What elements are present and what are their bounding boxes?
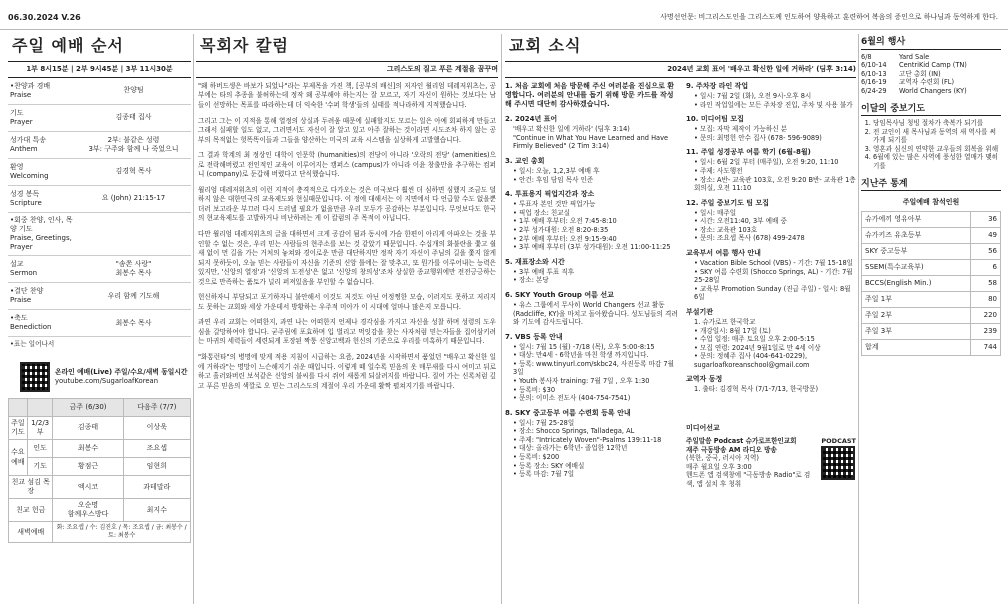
news-heading: 교육부서 여름 행사 안내 <box>686 249 761 258</box>
news-item: • 문의: 정혜주 집사 (404-641-0229), sugarloafkoreanschool@gmail.com <box>694 352 856 369</box>
duty-header-cell: 다음주 (7/7) <box>123 398 190 416</box>
news-heading: 11. 주일 성경공부 여름 학기 (6월-8월) <box>686 148 811 157</box>
stat-value: 36 <box>970 211 1000 227</box>
column-paragraph: 그리고 그는 이 지적을 통해 열정의 상실과 두려움 때문에 실패할지도 모르는 일은 아예 회피하게 만들고 그래서 실패할 일도 없고, 그러면서도 자신이 잘 알고 있고 아주 잘하는 것이라면 시도조차 하지 않는 공부의 목적없는 헛똑똑이들과 그들을 양산하는 미국의 교육 시스템을 실상하게 고발했습니다. <box>198 116 496 144</box>
stat-value: 744 <box>970 339 1000 355</box>
worship-item-value: 2부: 불같은 성령 3부: 구주와 함께 나 죽었으니 <box>88 135 179 153</box>
worship-item-value: 김경혁 목사 <box>115 167 152 176</box>
news-item: • 장소: 본당 <box>513 276 680 285</box>
news-list <box>686 259 856 302</box>
news-item: • 일시: 7월 15 (월) -7/18 (목), 오후 5:00-8:15 <box>513 343 680 352</box>
online-title: 온라인 예배(Live) 주일/수요/새벽 동일시간 <box>55 368 188 376</box>
news-item: • Youth 봉사자 training: 7월 7일 , 오후 1:30 <box>513 377 680 386</box>
column-body <box>196 82 498 391</box>
worship-item-value: 최봉수 목사 <box>115 318 152 327</box>
duty-table <box>8 398 191 543</box>
news-heading: 부설기관 <box>686 307 714 316</box>
worship-item-value: 김종태 집사 <box>115 113 152 122</box>
prayer-item: 3. 영혼과 심신의 연약한 교우들의 회복을 위해 <box>873 145 1001 154</box>
stat-value: 239 <box>970 323 1000 339</box>
worship-item <box>8 186 191 213</box>
news-item: • 등록 마감: 7월 7일 <box>513 470 680 479</box>
news-item: • Vacation Bible School (VBS) - 기간: 7월 15-18일 <box>694 259 856 268</box>
news-item: • 문의: 조요셉 목사 (678) 499-2478 <box>694 234 856 243</box>
worship-item <box>8 256 191 283</box>
event-name: Yard Sale <box>899 52 930 61</box>
church-theme: 2024년 교회 표어 '배우고 확신한 일에 거하라' (딤후 3:14) <box>667 64 856 73</box>
news-item: • 3부 예배 투표 직후 <box>513 268 680 277</box>
duty-cell: 새벽예배 <box>9 522 53 543</box>
stat-row <box>862 259 1001 275</box>
event-date: 6/16-19 <box>861 78 887 87</box>
news-right <box>686 82 856 495</box>
stat-value: 58 <box>970 275 1000 291</box>
events-column <box>861 34 1001 356</box>
news-item: • 대상: 올라가는 6학년- 졸업한 12학년 <box>513 444 680 453</box>
news-heading: 6. SKY Youth Group 여름 선교 <box>505 290 614 299</box>
news-section <box>505 82 680 109</box>
news-item: • 장소: 교육관 103호 <box>694 226 856 235</box>
news-item: • 일시: 7월 2일 (화), 오전 9시-오후 8시 <box>694 92 856 101</box>
news-item: • 일시: 7월 25-28일 <box>513 419 680 428</box>
worship-item <box>8 132 191 159</box>
prayer-item: 2. 전 교인이 새 목사님과 동역의 새 역사를 써가게 되기를 <box>873 128 1001 145</box>
news-text: 1. 슈가로프 한국학교 <box>694 318 756 327</box>
duty-cell: 인도 <box>27 440 53 458</box>
event-row <box>861 61 1001 70</box>
news-section <box>686 375 856 394</box>
stat-row <box>862 291 1001 307</box>
worship-item-label: 성경 봉독 Scripture <box>10 189 42 207</box>
stat-row <box>862 339 1001 355</box>
stat-label: 슈가에끼 영유아부 <box>862 211 971 227</box>
worship-title: 주일 예배 순서 <box>12 36 124 55</box>
news-item[interactable]: • 등록: www.tinyurl.com/skbc24, 사진등록 마감 7월 3일 <box>513 360 680 377</box>
news-heading: 12. 주일 중보기도 팀 모집 <box>686 198 770 207</box>
event-name: 고단 총회 (IN) <box>899 69 941 78</box>
news-list <box>505 268 680 285</box>
news-item: • 문의: 이미소 전도사 (404-754-7541) <box>513 394 680 403</box>
duty-cell: 최지수 <box>123 499 190 522</box>
news-item: • 2부 예배 후부터: 오전 9:15-9:40 <box>513 235 680 244</box>
duty-cell: 엑시코 <box>53 476 123 499</box>
duty-header-row <box>9 398 191 416</box>
pastor-column <box>196 34 498 397</box>
stat-value: 80 <box>970 291 1000 307</box>
column-paragraph: 과연 우리 교회는 어떠한지, 과연 나는 어떠한지 언제나 경각심을 가지고 자신을 성찰 하며 성령의 도우심을 갈망하여야 합니다. 굳주림에 포효하며 입 벌리고 먹잇감을 찾는 사자처럼 믿는자들을 집어삼키려는 마귀의 세력들이 세련되게 포장된 짝퉁 신앙고백과 헌신의 기준으로 우리를 미혹하기 때문입니다. <box>198 318 496 346</box>
event-row <box>861 53 1001 62</box>
news-item: • 시간: 오전11:40, 3부 예배 중 <box>694 217 856 226</box>
news-heading: 7. VBS 등록 안내 <box>505 332 563 341</box>
stat-row <box>862 275 1001 291</box>
stat-value: 220 <box>970 307 1000 323</box>
column-paragraph: 윌리엄 데레저위츠의 이런 지적이 충격적으로 다가오는 것은 미국보다 훨씬 더 심하면 심했지 조금도 덜하지 않은 대한민국의 교육제도와 현실때문입니다. 이 정에 대해서는 이 지면에서 다 언급할 수도 없을뿐더러 보고라운 부끄러 다시 드러낼 필요가 없을만큼 우리 모두가 공감하는 부분입니다. 무엇보다도 한국의 현교육제도를 고발하거나 비난하려는 게 이 칼럼의 주 목적이 아닙니다. <box>198 185 496 223</box>
duty-cell: 화: 조요셉 / 수: 김진호 / 목: 조요셉 / 금: 최봉수 / 토: 최봉수 <box>53 522 191 543</box>
stat-label: SSEM(특수교육부) <box>862 259 971 275</box>
event-name: World Changers (KY) <box>899 86 967 95</box>
stat-row <box>862 243 1001 259</box>
worship-item-label: 환영 Welcoming <box>10 162 49 180</box>
column-paragraph: "왜 하버드생은 바보가 되었나"라는 부제목을 가진 책, [공부의 배신]의 저자인 윌리엄 데레저위츠는, 공부에는 타의 추종을 불허하는데 정작 왜 공부해야 하는지는 잘 모르고, 자기 자신이 원하는 것보다는 남들이 선망하는 목표를 따라하는데 더 익숙한 '수퍼 학생'들의 실태를 적나라하게 지적했습니다. <box>198 81 496 109</box>
worship-item-value: 찬양팀 <box>123 86 144 95</box>
column-paragraph: "화통런타"의 병명에 맞게 적용 지침이 시급하는 요즘, 2024년을 시작하면서 품었던 "배우고 확신한 일에 거하라"는 명망이 느슨해지기 쉬운 때입니다. 이렇게 떼 일수록 믿음의 옷 매무새를 다시 여미고 뒤로하고 흘러와버린 보석같은 신앙의 불씨를 다시 쥐어 새롭게 되살려지를 바랍니다. 질어 가는 신록처럼 깊고 푸른 믿음의 색깔로 오 믿는 그리스도의 계절이 우리 가운데 활짝 펼쳐지기를 바랍니다. <box>198 353 496 390</box>
duty-row <box>9 440 191 458</box>
duty-cell: 1/2/3 부 <box>27 416 53 439</box>
news-heading: 3. 교인 총회 <box>505 156 545 165</box>
news-title: 교회 소식 <box>509 36 582 55</box>
stat-value: 6 <box>970 259 1000 275</box>
stat-label: BCCS(English Min.) <box>862 275 971 291</box>
news-section <box>686 82 856 109</box>
news-item: • 투표자 본인 것만 픽업가능 <box>513 200 680 209</box>
stat-label: 합계 <box>862 339 971 355</box>
podcast-line: (북한, 중국, 러시아 지역) <box>686 454 759 463</box>
worship-item-label: 기도 Prayer <box>10 108 33 126</box>
worship-item-label: •결단 찬양 Praise <box>10 287 44 305</box>
news-list <box>686 209 856 243</box>
stat-title: 지난주 통계 <box>861 179 1001 192</box>
stat-row <box>862 323 1001 339</box>
worship-item <box>8 310 191 337</box>
news-item: • 2부 성가대원: 오전 8:20-8:35 <box>513 226 680 235</box>
news-section <box>686 249 856 302</box>
events-list <box>861 53 1001 96</box>
news-item: • 일시: 오늘, 1,2,3부 예배 후 <box>513 167 680 176</box>
news-section <box>505 409 680 479</box>
news-section <box>505 258 680 285</box>
prayer-list <box>861 119 1001 170</box>
prayer-title: 이달의 중보기도 <box>861 104 1001 117</box>
news-item: • 안건: 후임 담임 목사 인준 <box>513 176 680 185</box>
news-list <box>505 343 680 403</box>
stat-row <box>862 211 1001 227</box>
news-list <box>505 301 680 327</box>
podcast-head: 미디어선교 <box>686 424 720 433</box>
worship-item-value: "솜쫀 사랑" 최봉수 목사 <box>115 260 152 278</box>
news-item: • SKY 여름 수련회 (Shocco Springs, AL) - 기간: 7월 25-28일 <box>694 268 856 285</box>
worship-item-label: •회중 찬양, 인사, 목양 기도 Praise, Greetings, Prayer <box>10 215 73 252</box>
worship-order-list <box>8 78 191 337</box>
duty-cell: 수요 예배 <box>9 440 28 476</box>
news-list <box>505 419 680 479</box>
service-times: 1부 8시15분 | 2부 9시45분 | 3부 11시30분 <box>26 64 173 73</box>
column-subtitle: 그리스도의 질고 푸른 계절을 꿈꾸며 <box>386 64 498 73</box>
news-heading: 2. 2024년 표어 <box>505 115 558 124</box>
podcast-line: 재주 극동방송 AM 라디오 방송 <box>686 445 777 454</box>
event-row <box>861 78 1001 87</box>
news-text: 1. 출타: 김경혁 목사 (7/1-7/13, 한국방문) <box>694 385 819 394</box>
news-item: • 수업 일정: 매주 토요일 오후 2:00-5:15 <box>694 335 856 344</box>
divider <box>193 34 194 604</box>
duty-cell: 이상욱 <box>123 416 190 439</box>
news-item: • 등록 장소: SKY 예배실 <box>513 462 680 471</box>
worship-item-value: 요 (John) 21:15-17 <box>101 194 166 203</box>
duty-cell: 친교 헌금 <box>9 499 53 522</box>
worship-item <box>8 78 191 105</box>
worship-item-value: 우리 함께 기도해 <box>107 291 160 300</box>
stat-row <box>862 307 1001 323</box>
worship-item <box>8 105 191 132</box>
news-section <box>686 308 856 369</box>
duty-row <box>9 458 191 476</box>
news-item: • 장소: A반- 교육관 103호, 오전 9:20 B반- 교육관 1층 회의실, 오전 11:10 <box>694 176 856 193</box>
news-section <box>686 148 856 192</box>
podcast-label: PODCAST <box>821 437 856 446</box>
stat-header-row <box>862 195 1001 211</box>
news-item: • 대상: 만4세 - 6학년을 마친 학생 까지입니다. <box>513 351 680 360</box>
column-title: 목회자 칼럼 <box>200 36 289 55</box>
church-news-column <box>505 34 856 495</box>
podcast-title: 주일말씀 Podcast 슈가로프한인교회 <box>686 437 797 446</box>
worship-item <box>8 159 191 186</box>
mission-statement: 사명선언문: 비그리스도인을 그리스도께 인도하여 양육하고 훈련하여 복음의 증인으로 하나님과 동역하게 한다. <box>660 13 998 21</box>
news-section <box>686 115 856 142</box>
news-section <box>686 199 856 243</box>
worship-item <box>8 283 191 310</box>
news-heading: 8. SKY 중고등부 여름 수련회 등록 안내 <box>505 408 631 417</box>
column-paragraph: 다만 윌리엄 데레저위츠의 글을 대하면서 크게 공감이 됨과 동시에 가슴 한편이 아리게 아파오는 것을 부인할 수 없는 것은, 우리 믿는 사람들의 현주소를 보는 것 같았기 때문입니다. 수십개의 화불란을 쫓고 쉴 새 없이 먼 길을 가는 거처의 놓쳐와 경이로운 만큼 대단하지만 정작 자기 자신이 주님의 길을 쫓지 않게 되지 못하듯이, 오늘 믿는 사람들이 자신을 기준의 신앙 틀에는 잘 맞추고, 또 뭔가를 이루어내는 능력은 있지만, '신앙의 열정'과 '신앙의 도전성'은 없고 '신앙의 창의성'조차 상실한 종교행위에만 전전긍긍하는 것으로 만족하는 품토가 널리 퍼져있음을 부인할 수 없습니다. <box>198 230 496 286</box>
stat-value: 49 <box>970 227 1000 243</box>
news-list <box>686 158 856 192</box>
news-text: '배우고 확신한 일에 거하라' (딤후 3:14) "Continue in What You Have Learned and Have Firmly Believed" (2 Tim 3:14) <box>513 125 669 151</box>
news-item: • 모집 연령: 2024년 9월1일로 만 4세 이상 <box>694 344 856 353</box>
divider <box>501 34 502 604</box>
stat-label: 주일 2부 <box>862 307 971 323</box>
duty-header-cell: 금주 (6/30) <box>53 398 123 416</box>
news-heading: 5. 재표장소와 시간 <box>505 257 565 266</box>
worship-item-label: •축도 Benediction <box>10 314 52 332</box>
news-item: • 교육부 Promotion Sunday (진급 주일) - 일시: 8월 6일 <box>694 285 856 302</box>
stat-value: 56 <box>970 243 1000 259</box>
news-item: • 주제: 사도행전 <box>694 167 856 176</box>
column-paragraph: 그 결과 학계의 최 정상인 대학이 인문학 (humanities)의 전당이 아니라 '오락의 전당' (amenities)으로 전락해버렸고 전인적인 교육이 이루어지는 캠퍼스 (campus)가 아니라 이윤 창출만을 추구하는 컴퍼니 (company)로 둔갑해 버렸다고 단식했습니다. <box>198 151 496 179</box>
event-date: 6/10-14 <box>861 61 887 70</box>
divider <box>858 34 859 604</box>
news-list <box>686 125 856 142</box>
youtube-link[interactable]: youtube.com/SugarloafKorean <box>55 376 159 385</box>
duty-cell: 최봉수 <box>53 440 123 458</box>
stat-label: 주일 1부 <box>862 291 971 307</box>
news-item: • 3부 예배 후부터 (3부 성가대원): 오전 11:00-11:25 <box>513 243 680 252</box>
news-section <box>505 291 680 327</box>
online-worship <box>20 362 191 392</box>
event-date: 6/24-29 <box>861 86 887 95</box>
duty-cell: 임현희 <box>123 458 190 476</box>
news-left <box>505 82 680 495</box>
worship-item-label: •찬양과 경배 Praise <box>10 81 51 99</box>
june-events-title: 6월의 행사 <box>861 37 1001 50</box>
event-name: 교역자 수련회 (FL) <box>899 78 955 87</box>
news-heading: 9. 주차장 라인 작업 <box>686 81 749 90</box>
duty-cell: 과테말라 <box>123 476 190 499</box>
stat-header: 주일예배 참석인원 <box>902 198 960 207</box>
news-section <box>505 157 680 184</box>
standing-note: •표는 일어나서 <box>10 340 55 349</box>
news-heading: 교역자 동정 <box>686 375 723 384</box>
duty-cell: 친교 섬김 목장 <box>9 476 53 499</box>
news-item: • 유스 그룹에서 무사히 World Changers 선교 활동 (Radcliffe, KY)을 마치고 돌아왔습니다. 성도님들의 격려와 기도에 감사드립니다. <box>513 301 680 327</box>
podcast-section <box>686 424 856 488</box>
worship-item-label: 성가대 특송 Anthem <box>10 135 47 153</box>
attendance-table <box>861 195 1001 356</box>
news-item: • 장소: Shocco Springs, Talladega, AL <box>513 427 680 436</box>
duty-cell: 황점근 <box>53 458 123 476</box>
worship-item <box>8 213 191 256</box>
news-list <box>505 167 680 184</box>
prayer-item: 1. 당임목사님 청빙 절차가 축복가 되기를 <box>873 119 1001 128</box>
duty-cell: 오순명 함께우스방다 <box>53 499 123 522</box>
news-heading: 10. 미디어팀 모집 <box>686 115 744 124</box>
news-item: • 모집: 자막 제작이 가능하신 분 <box>694 125 856 134</box>
news-item: • 주제: "Intricately Woven"-Psalms 139:11-18 <box>513 436 680 445</box>
duty-cell: 주일 기도 <box>9 416 28 439</box>
news-heading: 4. 투표용지 픽업지간과 장소 <box>505 190 595 199</box>
news-section <box>505 190 680 251</box>
news-item: • 1부 예배 후부터: 오전 7:45-8:10 <box>513 217 680 226</box>
duty-row <box>9 499 191 522</box>
news-section <box>505 333 680 403</box>
news-item: • 일시: 6월 2일 부터 (매주일), 오전 9:20, 11:10 <box>694 158 856 167</box>
podcast-line: 매주 월요일 오후 3:00 <box>686 462 752 471</box>
duty-cell: 김종태 <box>53 416 123 439</box>
event-date: 6/8 <box>861 52 872 61</box>
news-item: • 일시: 매주일 <box>694 209 856 218</box>
duty-row <box>9 416 191 439</box>
event-name: CentriKid Camp (TN) <box>899 61 967 70</box>
duty-header-cell <box>9 398 28 416</box>
news-item: • 등록비: $200 <box>513 453 680 462</box>
column-paragraph: 헌신하자니 부담되고 포기하자니 불안해서 이것도 저것도 아닌 어정쩡한 모습, 이러지도 못하고 저리지도 못하는 교회와 세상 가운데서 방황하는 우주적 미아가 이 시대에 얼마나 많은지 모릅니다. <box>198 293 496 311</box>
prayer-item: 4. 6월에 있는 많은 사역에 풍성한 열매가 맺히기를 <box>873 153 1001 170</box>
duty-cell: 조요셉 <box>123 440 190 458</box>
stat-label: 주일 3부 <box>862 323 971 339</box>
news-list <box>505 200 680 251</box>
news-item: • 라인 작업일에는 모든 주차장 진입, 주차 및 사용 불가 <box>694 101 856 110</box>
podcast-line: 헨드폰 앱 검색창에 "극동방송 Radio"로 검색, 앱 설치 후 청취 <box>686 471 811 488</box>
news-item: • 등록비: $30 <box>513 386 680 395</box>
news-list <box>686 92 856 109</box>
duty-row <box>9 522 191 543</box>
top-bar <box>0 0 1008 30</box>
issue-date: 06.30.2024 V.26 <box>8 13 81 22</box>
news-section <box>505 115 680 151</box>
worship-item-label: 설교 Sermon <box>10 260 38 278</box>
news-item: • 픽업 장소: 친교실 <box>513 209 680 218</box>
news-heading: 1. 처음 교회에 처음 방문해 주신 여러분을 진심으로 환영합니다. 여러분의 안내를 돕기 위해 방문 카드를 작성해 주시면 대단히 감사하겠습니다. <box>505 81 675 109</box>
duty-row <box>9 476 191 499</box>
news-item: • 개강일시: 8월 17일 (토) <box>694 327 856 336</box>
event-row <box>861 87 1001 96</box>
news-item: • 문의: 최명헌 안수 집사 (678- 596-9089) <box>694 134 856 143</box>
worship-order-column <box>8 34 191 543</box>
stat-label: 슈가키즈 유초등부 <box>862 227 971 243</box>
event-date: 6/10-13 <box>861 69 887 78</box>
news-list <box>686 327 856 370</box>
stat-label: SKY 중고등부 <box>862 243 971 259</box>
stat-row <box>862 227 1001 243</box>
qr-code-icon <box>20 362 50 392</box>
duty-header-cell <box>27 398 53 416</box>
duty-cell: 기도 <box>27 458 53 476</box>
podcast-qr-icon[interactable] <box>821 446 855 480</box>
